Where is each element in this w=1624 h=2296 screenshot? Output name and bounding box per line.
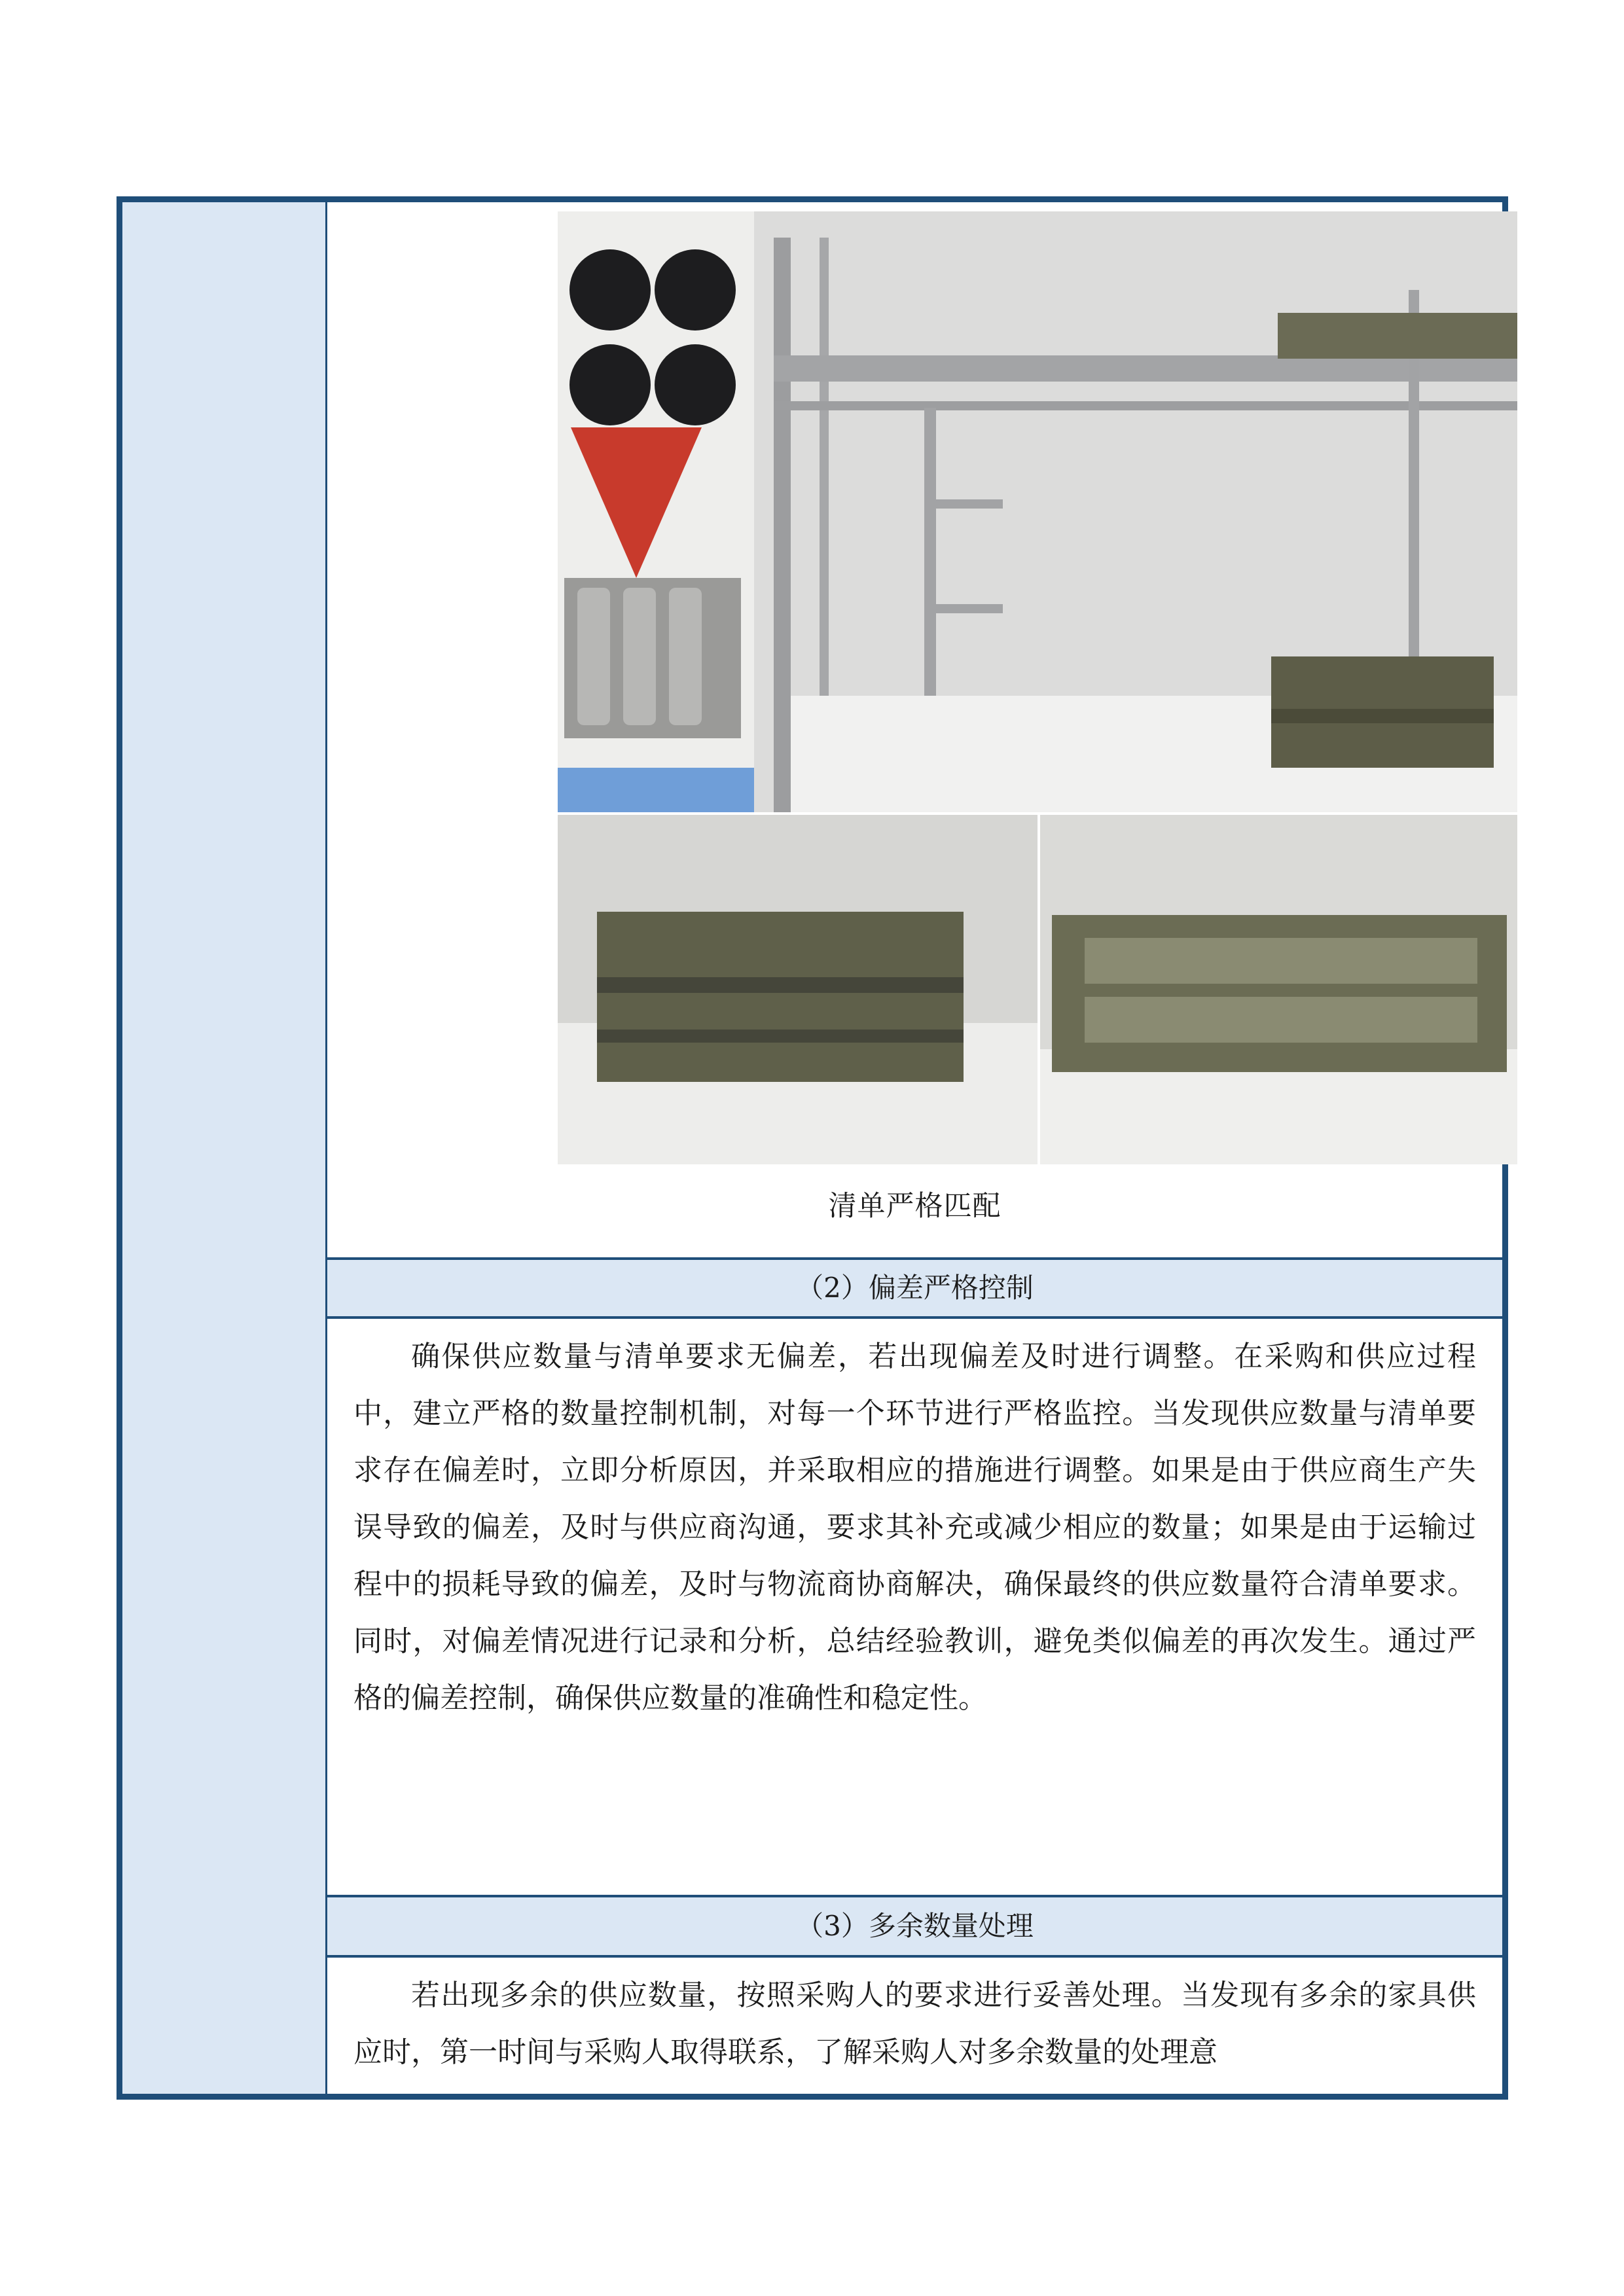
figure-block <box>327 202 1502 1257</box>
section-heading-deviation-control: （2）偏差严格控制 <box>327 1257 1502 1319</box>
photo-illustration <box>558 211 1517 1164</box>
bunk-bed-quilt-photo <box>558 211 1517 1164</box>
section-body-deviation-control: 确保供应数量与清单要求无偏差，若出现偏差及时进行调整。在采购和供应过程中，建立严格的数量控制机制，对每一个环节进行严格监控。当发现供应数量与清单要求存在偏差时，立即分析原因，并采取相应的措施进行调整。如果是由于供应商生产失误导致的偏差，及时与供应商沟通，要求其补充或减少相应的数量；如果是由于运输过程中的损耗导致的偏差，及时与物流商协商解决，确保最终的供应数量符合清单要求。同时，对偏差情况进行记录和分析，总结经验教训，避免类似偏差的再次发生。通过严格的偏差控制，确保供应数量的准确性和稳定性。 <box>353 1340 1476 1715</box>
right-content-column <box>327 202 1502 2094</box>
content-table <box>117 196 1508 2100</box>
section-heading-excess-quantity: （3）多余数量处理 <box>327 1895 1502 1958</box>
figure-caption: 清单严格匹配 <box>828 1190 1001 1223</box>
section-body-excess-quantity: 若出现多余的供应数量，按照采购人的要求进行妥善处理。当发现有多余的家具供应时，第一时间与采购人取得联系，了解采购人对多余数量的处理意 <box>353 1979 1476 2069</box>
left-label-column <box>122 202 327 2094</box>
